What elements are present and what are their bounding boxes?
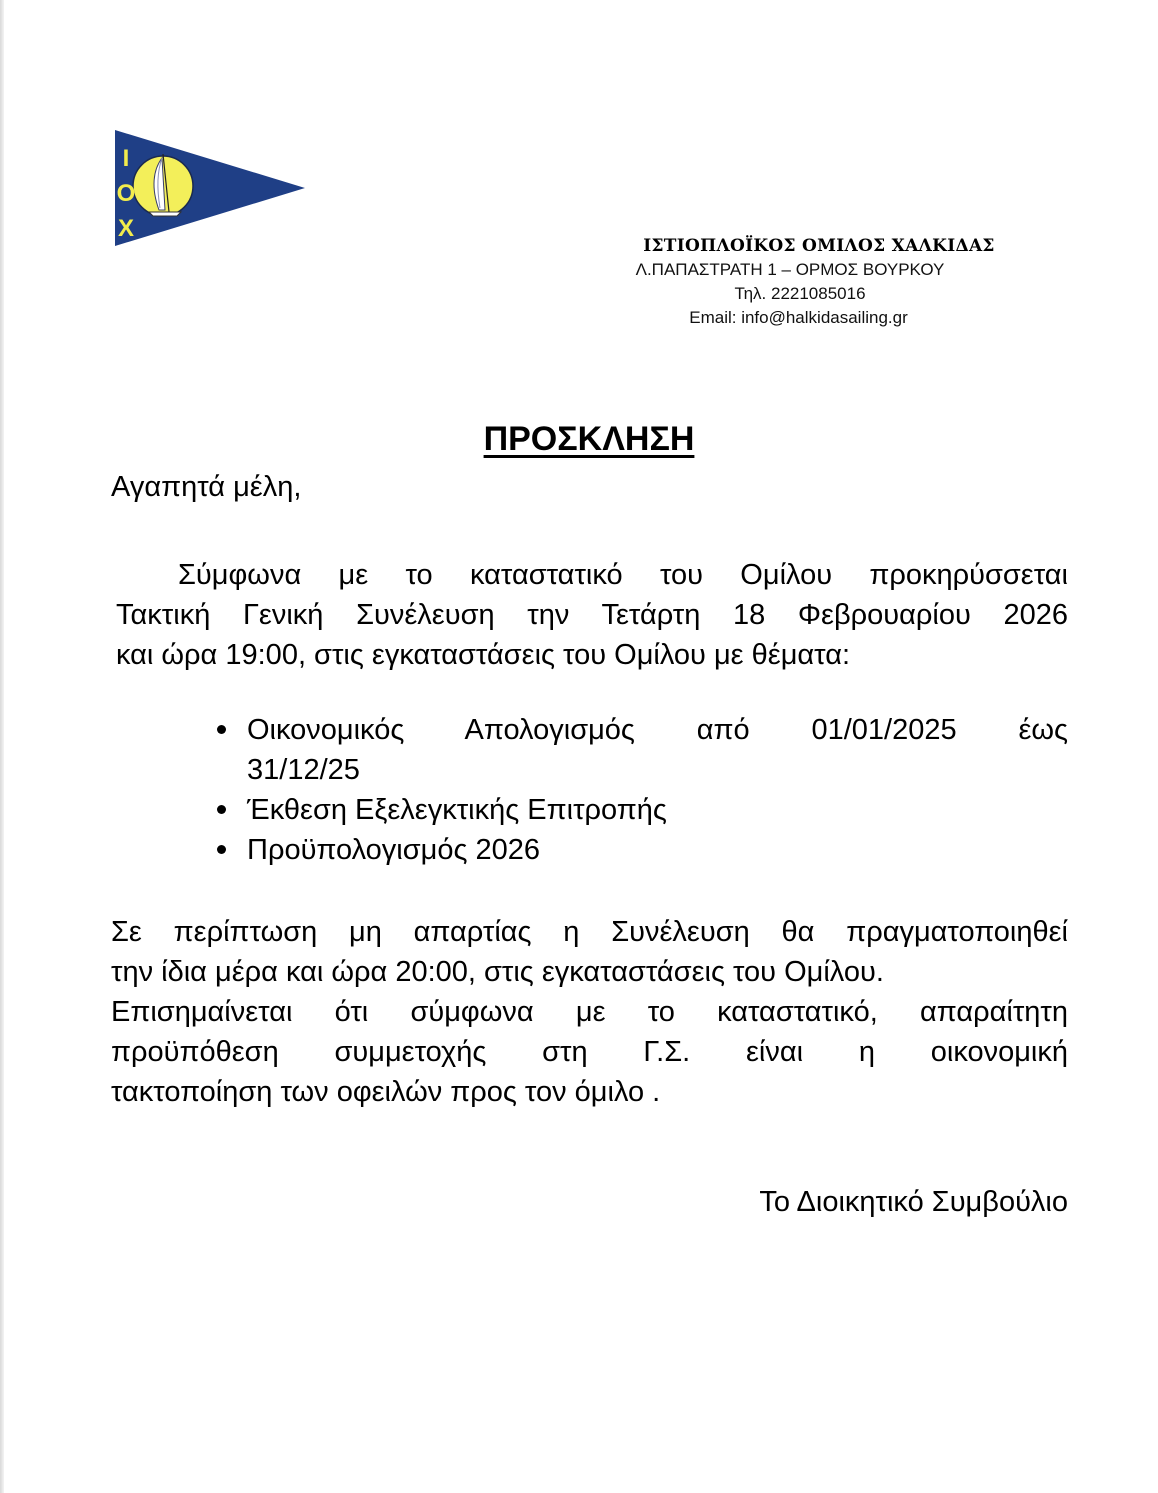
bullet-icon (217, 805, 226, 814)
agenda-item (210, 830, 1068, 870)
intro-paragraph (116, 555, 1068, 675)
agenda-item (210, 790, 1068, 830)
organization-header (560, 234, 1060, 330)
notice-line: την ίδια μέρα και ώρα 20:00, στις εγκαταστάσεις του Ομίλου. (111, 956, 884, 988)
agenda-item-text: Έκθεση Εξελεγκτικής Επιτροπής (247, 794, 667, 826)
intro-line-text: Σύμφωνα με το καταστατικό του Ομίλου προκηρύσσεται (178, 559, 1068, 591)
bullet-icon (217, 845, 226, 854)
agenda-item (210, 710, 1068, 790)
page-edge-shadow (0, 0, 4, 1493)
notice-line: τακτοποίηση των οφειλών προς τον όμιλο . (111, 1076, 661, 1108)
logo-letter-1: Ι (122, 145, 130, 172)
agenda-list (210, 710, 1068, 870)
logo-letter-3: Χ (117, 215, 135, 242)
greeting: Αγαπητά μέλη, (111, 471, 302, 503)
logo-letter-2: Ο (116, 180, 136, 207)
bullet-icon (217, 725, 226, 734)
signature: Το Διοικητικό Συμβούλιο (759, 1186, 1068, 1218)
agenda-item-text: Προϋπολογισμός 2026 (247, 834, 541, 866)
notice-paragraph (111, 912, 1068, 1112)
intro-line (116, 555, 1068, 595)
notice-line: προϋπόθεση συμμετοχής στη Γ.Σ. είναι η οικονομική (111, 1036, 1068, 1068)
notice-line: Σε περίπτωση μη απαρτίας η Συνέλευση θα πραγματοποιηθεί (111, 916, 1068, 948)
organization-email: Email: info@halkidasailing.gr (689, 308, 908, 327)
club-pennant-logo (113, 128, 307, 250)
organization-phone: Τηλ. 2221085016 (734, 284, 866, 303)
agenda-item-text-cont: 31/12/25 (247, 754, 360, 786)
document-title: ΠΡΟΣΚΛΗΣΗ (483, 420, 695, 458)
intro-line: και ώρα 19:00, στις εγκαταστάσεις του Ομίλου με θέματα: (116, 639, 851, 671)
intro-line: Τακτική Γενική Συνέλευση την Τετάρτη 18 Φεβρουαρίου 2026 (116, 599, 1068, 631)
notice-line: Επισημαίνεται ότι σύμφωνα με το καταστατικό, απαραίτητη (111, 996, 1068, 1028)
organization-address: Λ.ΠΑΠΑΣΤΡΑΤΗ 1 – ΟΡΜΟΣ ΒΟΥΡΚΟΥ (635, 260, 945, 279)
agenda-item-text: Οικονομικός Απολογισμός από 01/01/2025 έως (247, 714, 1068, 746)
organization-name: ΙΣΤΙΟΠΛΟΪΚΟΣ ΟΜΙΛΟΣ ΧΑΛΚΙΔΑΣ (643, 236, 995, 256)
